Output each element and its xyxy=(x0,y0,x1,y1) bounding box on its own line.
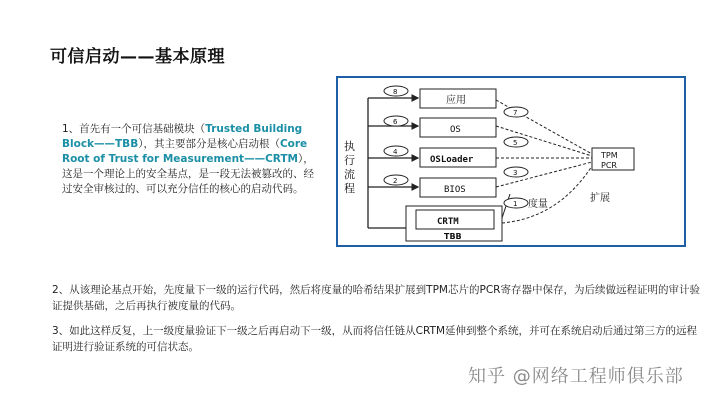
exec-label-0: 执 xyxy=(344,140,355,153)
box-osloader-label: OSLoader xyxy=(430,155,474,165)
step-6: 6 xyxy=(393,118,398,126)
diagram-svg xyxy=(338,78,684,245)
step-1: 1 xyxy=(513,200,518,208)
step-8: 8 xyxy=(393,88,398,96)
point-1-seg1: 1、首先有一个可信基础模块（ xyxy=(62,123,206,135)
point-1-tbb: Trusted Building Block——TBB xyxy=(62,123,303,150)
box-crtm-label: CRTM xyxy=(437,217,459,227)
box-os-label: OS xyxy=(450,125,461,135)
step-7: 7 xyxy=(513,109,518,117)
box-tbb-label: TBB xyxy=(444,232,462,241)
exec-label-2: 流 xyxy=(344,168,355,181)
extend-label: 扩展 xyxy=(590,193,610,204)
exec-label-3: 程 xyxy=(344,182,355,195)
slide-title: 可信启动——基本原理 xyxy=(50,47,225,67)
point-3-text: 3、如此这样反复，上一级度量验证下一级之后再启动下一级，从而将信任链从CRTM延伸到整个系统，并可在系统启动后通过第三方的远程证明进行验证系统的可信状态。 xyxy=(52,325,698,353)
exec-label-1: 行 xyxy=(344,154,355,167)
step-3: 3 xyxy=(513,169,518,177)
pcr-label: PCR xyxy=(601,161,617,170)
point-2-text: 2、从该理论基点开始，先度量下一级的运行代码，然后将度量的哈希结果扩展到TPM芯片的PCR寄存器中保存，为后续做远程证明的审计验证提供基础，之后再执行被度量的代码。 xyxy=(52,284,700,312)
step-4: 4 xyxy=(393,148,398,156)
tpm-label: TPM xyxy=(601,151,618,160)
point-1-seg5: ），这是一个理论上的安全基点，是一段无法被篡改的、经过安全审核过的、可以充分信任的核心的启动代码。 xyxy=(62,153,314,195)
step-2: 2 xyxy=(393,177,398,185)
box-bios-label: BIOS xyxy=(444,185,466,195)
watermark: 知乎 @网络工程师俱乐部 xyxy=(468,366,684,387)
point-1-crtm: Core Root of Trust for Measurement——CRTM xyxy=(62,138,308,165)
point-1-seg3: ），其主要部分是核心启动根（ xyxy=(138,138,280,150)
box-app-label: 应用 xyxy=(446,95,466,106)
point-1-text xyxy=(62,122,320,197)
trusted-boot-diagram xyxy=(336,76,686,247)
step-5: 5 xyxy=(513,139,518,147)
measure-label: 度量 xyxy=(528,199,548,210)
